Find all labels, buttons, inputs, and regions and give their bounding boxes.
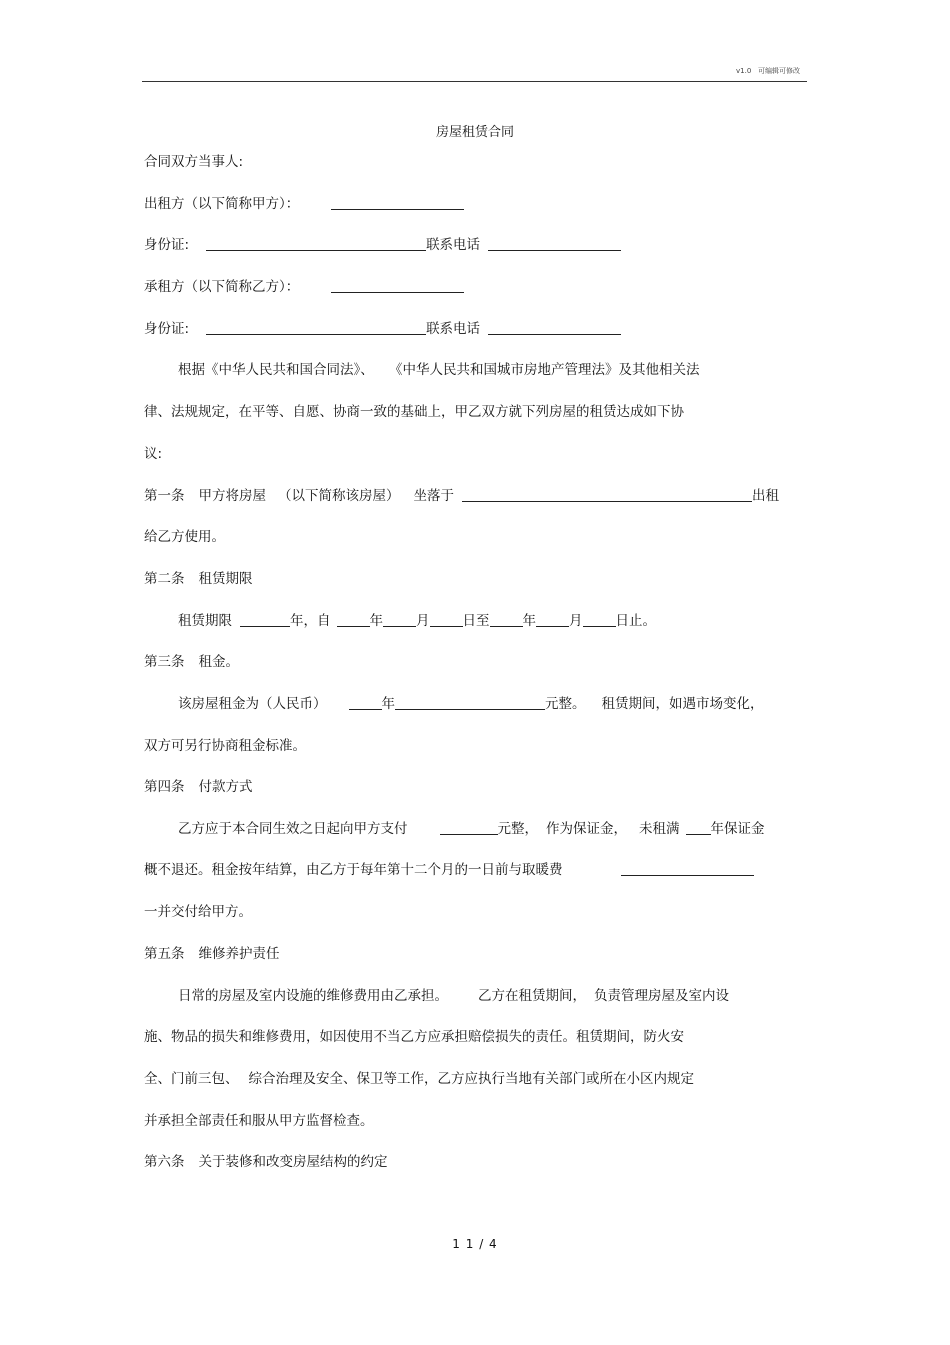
article-2-heading-line xyxy=(144,570,253,588)
lessee-line xyxy=(144,278,464,296)
rent-unit-label: 元整。 xyxy=(545,696,586,712)
lessee-label: 承租方（以下简称乙方）： xyxy=(144,279,300,295)
start-month-blank[interactable] xyxy=(383,612,416,627)
article-3-line-2: 双方可另行协商租金标准。 xyxy=(144,738,306,754)
rent-label: 该房屋租金为（人民币） xyxy=(178,696,327,712)
lessor-phone-label: 联系电话 xyxy=(426,237,481,253)
lessor-phone-blank[interactable] xyxy=(488,236,621,251)
lease-from-label: 年，自 xyxy=(290,613,331,629)
heating-fee-blank[interactable] xyxy=(621,861,754,876)
article-3-heading: 第三条 xyxy=(144,654,185,670)
maintenance-text-d: 全、门前三包、 xyxy=(144,1071,239,1087)
property-location-blank[interactable] xyxy=(462,487,752,502)
rent-year-label: 年 xyxy=(381,696,395,712)
lessee-id-line xyxy=(144,320,621,338)
end-month-blank[interactable] xyxy=(536,612,569,627)
lessee-name-blank[interactable] xyxy=(331,278,464,293)
article-1-line-2: 给乙方使用。 xyxy=(144,529,225,545)
deposit-purpose-text: 作为保证金， xyxy=(546,821,627,837)
lessor-id-label: 身份证: xyxy=(144,237,190,253)
article-5-heading: 第五条 xyxy=(144,946,185,962)
article-4-line-2 xyxy=(144,861,754,879)
article-5-title: 维修养护责任 xyxy=(198,946,280,962)
lessee-phone-blank[interactable] xyxy=(488,320,621,335)
article-3-heading-line xyxy=(144,653,239,671)
parties-intro: 合同双方当事人: xyxy=(144,154,244,170)
article-6-title: 关于装修和改变房屋结构的约定 xyxy=(198,1154,388,1170)
maintenance-text-a: 日常的房屋及室内设施的维修费用由乙承担。 xyxy=(178,988,448,1004)
end-day-label: 日止。 xyxy=(615,613,656,629)
deposit-text: 乙方应于本合同生效之日起向甲方支付 xyxy=(178,821,408,837)
article-1-line-1 xyxy=(144,487,779,505)
maintenance-text-e: 综合治理及安全、保卫等工作，乙方应执行当地有关部门或所在小区内规定 xyxy=(248,1071,694,1087)
lessor-name-blank[interactable] xyxy=(331,195,464,210)
header-version xyxy=(736,66,800,76)
lessee-id-blank[interactable] xyxy=(206,320,426,335)
article-5-heading-line xyxy=(144,945,280,963)
lessor-label: 出租方（以下简称甲方）： xyxy=(144,196,300,212)
article-6-heading: 第六条 xyxy=(144,1154,185,1170)
end-year-label: 年 xyxy=(522,613,536,629)
deposit-amount-blank[interactable] xyxy=(440,820,498,835)
article-2-heading: 第二条 xyxy=(144,571,185,587)
start-month-label: 月 xyxy=(416,613,430,629)
article-4-heading-line xyxy=(144,778,253,796)
lessee-phone-label: 联系电话 xyxy=(426,321,481,337)
article-3-title: 租金。 xyxy=(198,654,239,670)
article-5-line-2: 施、物品的损失和维修费用，如因使用不当乙方应承担赔偿损失的责任。租赁期间，防火安 xyxy=(144,1029,684,1045)
article-2-line-1 xyxy=(178,612,656,630)
start-year-label: 年 xyxy=(369,613,383,629)
page-number: 1 1 / 4 xyxy=(452,1237,498,1251)
preamble-contract-law: 根据《中华人民共和国合同法》、 xyxy=(178,362,374,378)
preamble-line-2: 律、法规规定，在平等、自愿、协商一致的基础上，甲乙双方就下列房屋的租赁达成如下协 xyxy=(144,404,684,420)
lessor-id-blank[interactable] xyxy=(206,236,426,251)
preamble-line-3: 议: xyxy=(144,446,163,462)
version-label: v1.0 xyxy=(736,67,752,75)
preamble-real-estate-law: 《中华人民共和国城市房地产管理法》及其他相关法 xyxy=(395,362,700,378)
rent-amount-blank[interactable] xyxy=(395,695,545,710)
start-year-blank[interactable] xyxy=(337,612,370,627)
document-title: 房屋租赁合同 xyxy=(435,125,514,140)
article-1-text-d: 出租 xyxy=(752,488,779,504)
article-4-line-1 xyxy=(178,820,765,838)
maintenance-text-c: 负责管理房屋及室内设 xyxy=(594,988,729,1004)
end-day-blank[interactable] xyxy=(583,612,616,627)
header-divider xyxy=(142,81,807,82)
lessee-id-label: 身份证: xyxy=(144,321,190,337)
article-3-line-1 xyxy=(178,695,764,713)
article-5-line-4: 并承担全部责任和服从甲方监督检查。 xyxy=(144,1113,374,1129)
article-5-line-1 xyxy=(178,987,729,1005)
deposit-years-blank[interactable] xyxy=(686,820,711,835)
article-2-title: 租赁期限 xyxy=(198,571,253,587)
article-1-text-a: 甲方将房屋 xyxy=(198,488,266,504)
payment-schedule-text: 概不退还。租金按年结算，由乙方于每年第十二个月的一日前与取暖费 xyxy=(144,862,563,878)
rent-adjust-text: 租赁期间，如遇市场变化， xyxy=(601,696,764,712)
lessor-id-line xyxy=(144,236,621,254)
editable-note: 可编辑可修改 xyxy=(758,67,800,75)
article-1-text-b: （以下简称该房屋） xyxy=(278,488,400,504)
lease-years-blank[interactable] xyxy=(240,612,290,627)
lease-term-label: 租赁期限 xyxy=(178,613,232,629)
rent-period-blank[interactable] xyxy=(349,695,382,710)
end-year-blank[interactable] xyxy=(490,612,523,627)
lessor-line xyxy=(144,195,464,213)
start-day-blank[interactable] xyxy=(430,612,463,627)
article-6-heading-line xyxy=(144,1153,388,1171)
article-1-heading: 第一条 xyxy=(144,488,185,504)
end-month-label: 月 xyxy=(569,613,583,629)
article-4-line-3: 一并交付给甲方。 xyxy=(144,904,252,920)
deposit-forfeit-text: 未租满 xyxy=(639,821,680,837)
preamble-line-1 xyxy=(178,361,700,379)
article-1-text-c: 坐落于 xyxy=(413,488,454,504)
deposit-year-label: 年保证金 xyxy=(710,821,765,837)
deposit-unit-label: 元整， xyxy=(497,821,538,837)
start-day-label: 日至 xyxy=(462,613,490,629)
article-5-line-3 xyxy=(144,1070,694,1088)
maintenance-text-b: 乙方在租赁期间， xyxy=(478,988,586,1004)
article-4-title: 付款方式 xyxy=(198,779,253,795)
article-4-heading: 第四条 xyxy=(144,779,185,795)
